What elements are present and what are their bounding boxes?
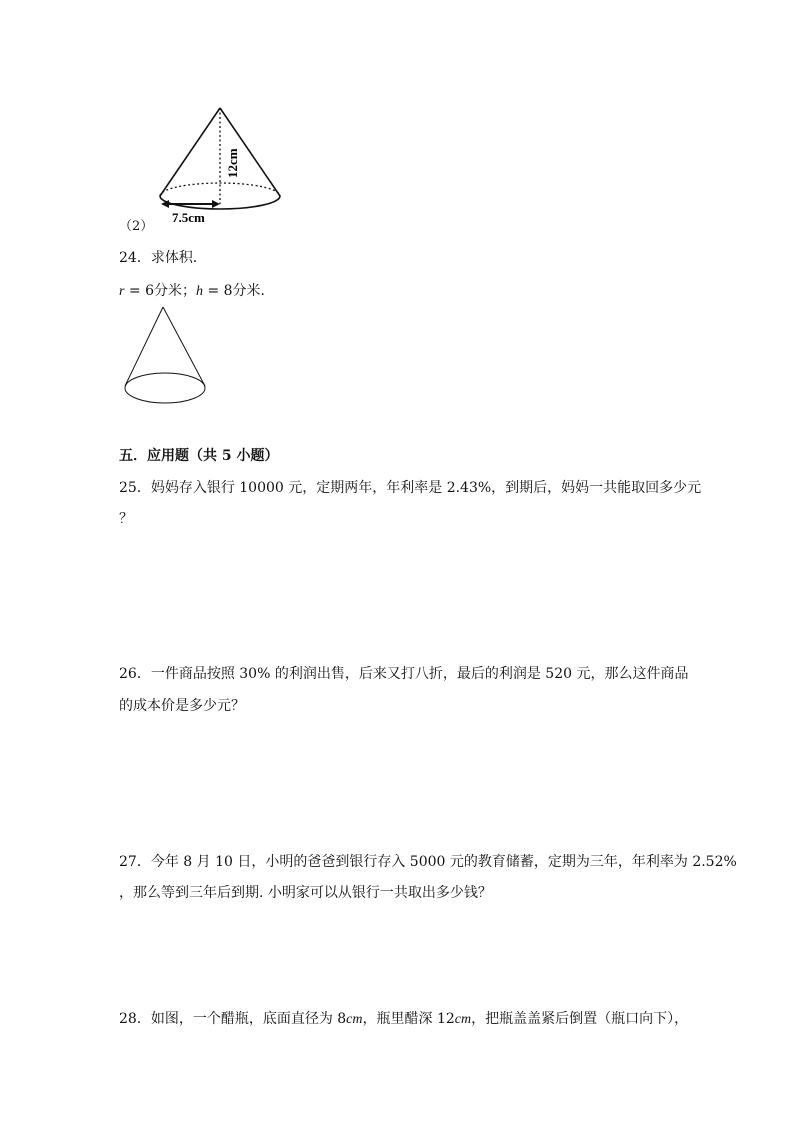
q25-line-1: 25．妈妈存入银行 10000 元，定期两年，年利率是 2.43%，到期后，妈妈一共能取回多少元 — [119, 480, 702, 496]
cone2-base — [125, 373, 205, 403]
q28-text-b: ，瓶里醋深 12 — [362, 1011, 455, 1027]
cone2-left-side — [125, 307, 163, 386]
q24-h-value: = 8分米． — [203, 283, 275, 299]
q28-line-1 — [119, 1010, 688, 1029]
cone-figure-2 — [120, 302, 212, 410]
cone-figure-1 — [150, 100, 290, 225]
q28-text-a: 28．如图，一个醋瓶，底面直径为 8 — [119, 1011, 347, 1027]
figure-part-label: （2） — [119, 219, 154, 234]
q24-r-var: r — [119, 284, 125, 299]
q27-line-1: 27．今年 8 月 10 日，小明的爸爸到银行存入 5000 元的教育储蓄，定期为三年，年利率为 2.52% — [119, 854, 737, 870]
q28-unit-1: cm — [346, 1012, 363, 1027]
cone2-right-side — [163, 307, 205, 386]
q24-given — [119, 282, 275, 301]
q26-line-1: 26．一件商品按照 30% 的利润出售，后来又打八折，最后的利润是 520 元，那么这件商品 — [119, 666, 689, 682]
q27-line-2: ，那么等到三年后到期. 小明家可以从银行一共取出多少钱？ — [119, 885, 492, 901]
cone1-height-label: 12cm — [225, 148, 240, 178]
q26-line-2: 的成本价是多少元？ — [119, 698, 245, 714]
q25-line-2: ？ — [119, 511, 133, 527]
cone1-radius-label: 7.5cm — [172, 210, 205, 225]
cone1-radius-arrowhead-right — [212, 200, 220, 208]
q28-text-c: ，把瓶盖盖紧后倒置（瓶口向下）， — [471, 1011, 689, 1027]
q24-h-var: h — [196, 284, 203, 299]
q24-title: 24．求体积． — [119, 250, 207, 266]
q24-r-value: = 6分米； — [124, 283, 196, 299]
q28-unit-2: cm — [454, 1012, 472, 1027]
section-5-heading: 五．应用题（共 5 小题） — [119, 448, 279, 464]
